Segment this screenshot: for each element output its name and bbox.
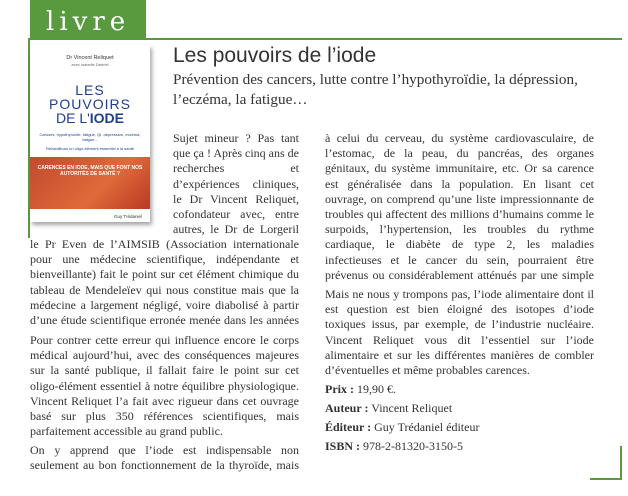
cover-red-band xyxy=(30,157,150,209)
paragraph-body: à celui du cerveau, du système cardiovasculaire, de l’estomac, de la peau, du pancréas, des organes génitaux, du système immunitaire, etc. Or sa carence est généralisée dans la population. En lisant cet ouvrage, on comprend qu’une liste impressionnante de troubles qui affectent des millions d’humains comme le surpoids, l’hypertension, les troubles du rythme cardiaque, le diabète de type 2, les maladies infectieuses et le cancer du sein, pourraient être prévenus ou considérablement atténués par une simple xyxy=(325,131,594,282)
publisher-row xyxy=(325,420,479,435)
publisher-value: Guy Trédaniel éditeur xyxy=(374,420,480,434)
price-label: Prix : xyxy=(325,382,354,396)
cover-title-prefix: DE L' xyxy=(55,110,90,126)
isbn-value: 978-2-81320-3150-5 xyxy=(363,439,463,453)
cover-title-iode: IODE xyxy=(89,110,125,126)
price-value: 19,90 €. xyxy=(357,382,396,396)
paragraph-body: On y apprend que l’iode est indispensable non seulement au bon fonctionnement de la thyroïde, mais xyxy=(30,443,299,473)
cover-band-text: CARENCES EN IODE, MAIS QUE FONT NOS AUTORITÉS DE SANTÉ ? xyxy=(37,165,143,177)
cover-title-line2: POUVOIRS xyxy=(49,96,131,112)
price-row xyxy=(325,382,396,397)
book-cover-image xyxy=(30,45,150,222)
cover-author: Dr Vincent Reliquet xyxy=(66,55,114,61)
isbn-row xyxy=(325,439,463,454)
publisher-label: Éditeur : xyxy=(325,420,372,434)
author-label: Auteur : xyxy=(325,401,369,415)
cover-blurb: Cancers, hypothyroïdie, fatigue, QI, dépression, eczéma, fatigue... xyxy=(39,132,141,142)
article-subtitle: Prévention des cancers, lutte contre l’hypothyroïdie, la dépression, l’eczéma, la fatigue… xyxy=(173,71,578,108)
paragraph-intro-wide: le Pr Even de l’AIMSIB (Association internationale pour une médecine scientifique, indépendante et bienveillante) fait le point sur cet élément chimique du tableau de Mendeleïev qui nous constitue mais que la médecine a largement négligé, voire diabolisé à partir d’une étude scientifique erronée menée dans les années xyxy=(30,237,299,328)
article-title: Les pouvoirs de l’iode xyxy=(173,44,377,67)
frame-corner-rule-vertical xyxy=(620,446,622,480)
cover-blurb-secondary: Réhabilitons un oligo-élément essentiel à la santé xyxy=(45,146,135,151)
isbn-label: ISBN : xyxy=(325,439,361,453)
author-value: Vincent Reliquet xyxy=(371,401,453,415)
author-row xyxy=(325,401,452,416)
cover-coauthor: avec Isabelle Debriel xyxy=(71,62,109,67)
cover-title-line3 xyxy=(30,111,150,126)
cover-title-line1: LES xyxy=(75,82,105,98)
paragraph-body: Pour contrer cette erreur qui influence encore le corps médical aujourd’hui, avec des conséquences majeures sur la santé publique, il fallait faire le point sur cet oligo-élément essentiel à notre équilibre physiologique. Vincent Reliquet l’a fait avec rigueur dans cet ouvrage basé sur plus 350 références scientifiques, mais parfaitement accessible au grand public. xyxy=(30,333,299,439)
paragraph-body: Mais ne nous y trompons pas, l’iode alimentaire dont il est question est bien éloigné des isotopes d’iode toxiques issus, par exemple, de l’industrie nucléaire. Vincent Reliquet vous dit l’essentiel sur l’iode alimentaire et sur les différentes manières de combler d’éventuelles et même probables carences. xyxy=(325,287,594,378)
section-tab: livre xyxy=(30,0,146,40)
paragraph-intro-narrow: Sujet mineur ? Pas tant que ça ! Après cinq ans de recherches et d’expériences cliniques, le Dr Vincent Reliquet, cofondateur avec, entre autres, le Dr de Lorgeril xyxy=(173,131,299,237)
cover-publisher: Guy Trédaniel xyxy=(113,214,142,219)
frame-corner-rule xyxy=(590,478,622,480)
